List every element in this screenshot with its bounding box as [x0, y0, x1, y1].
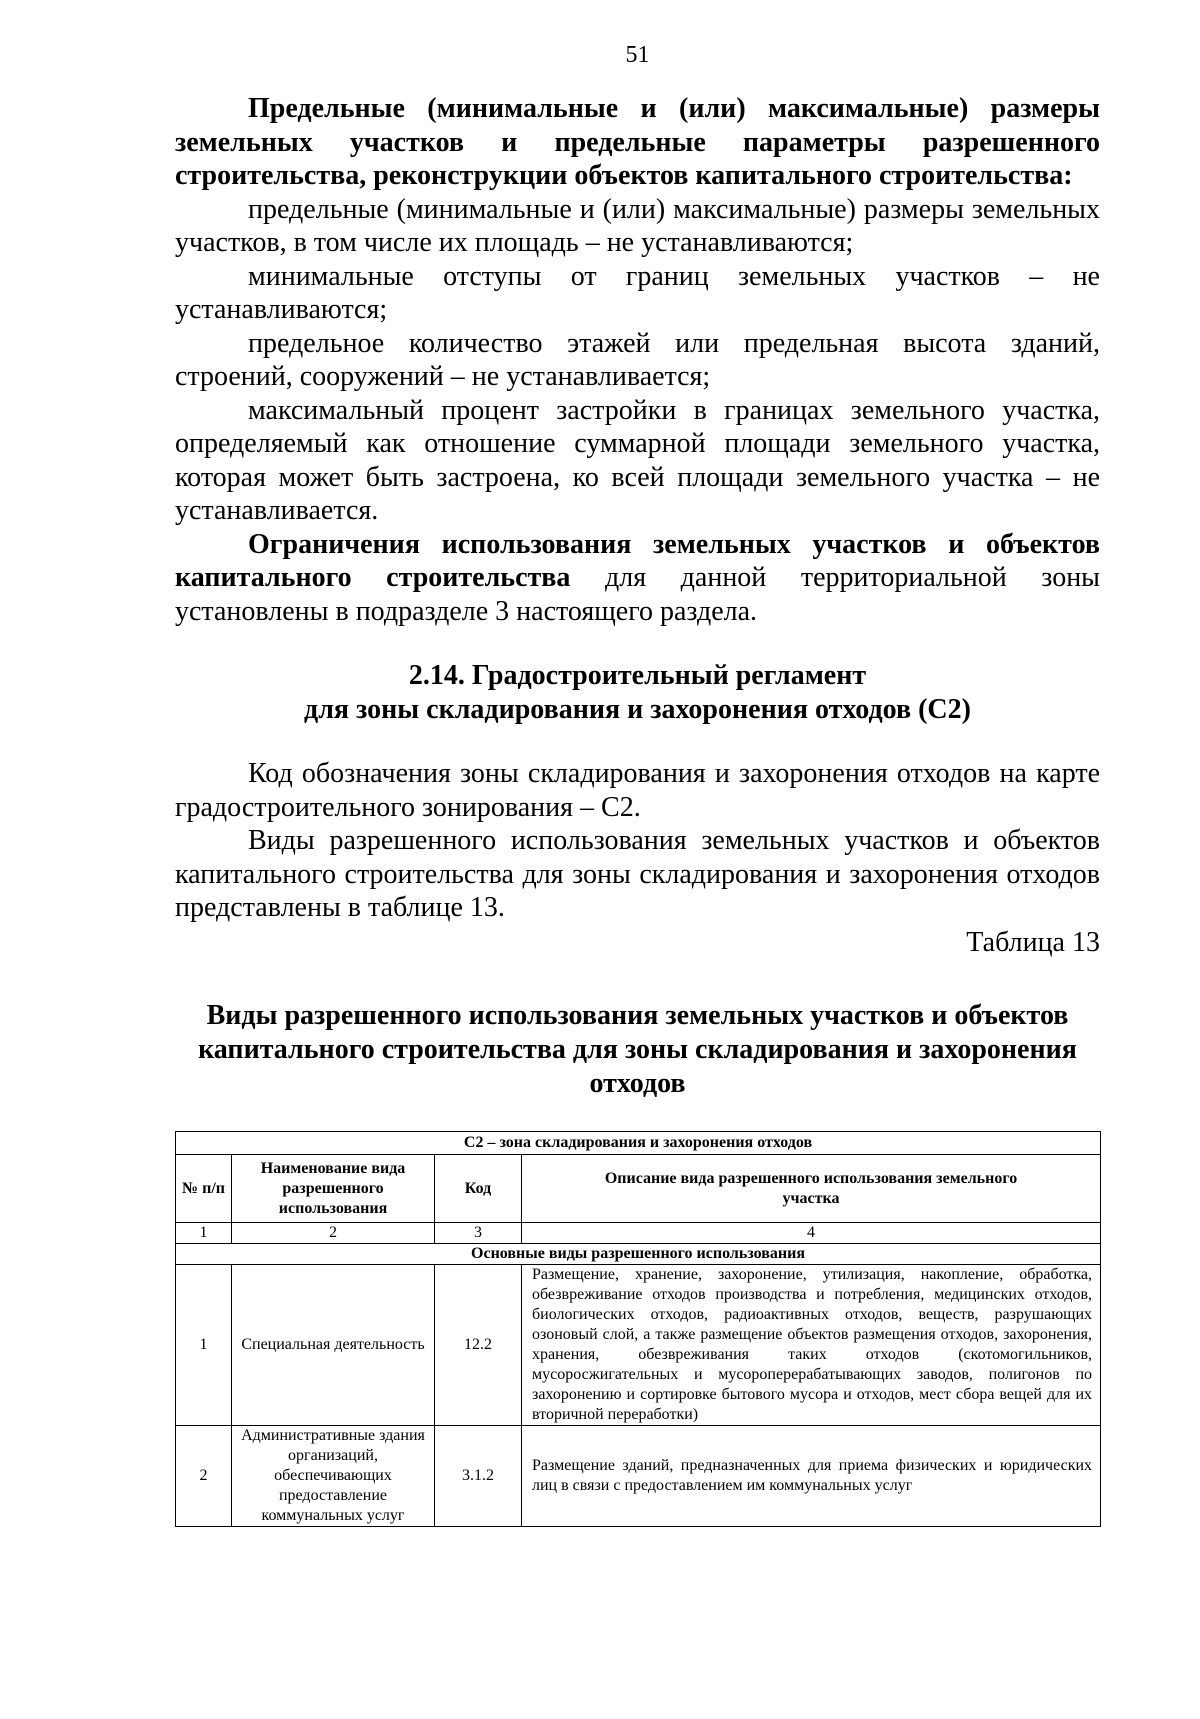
regulation-table [175, 1131, 1101, 1527]
header-code: Код [435, 1155, 522, 1223]
table-group-row [176, 1244, 1101, 1265]
header-num: № п/п [176, 1155, 232, 1223]
table-title-line: Виды разрешенного использования земельных участков и объектов [206, 1000, 1069, 1031]
table-title [175, 999, 1100, 1101]
col-number: 1 [176, 1223, 232, 1244]
section-heading [175, 659, 1100, 727]
row-name: Административные здания организаций, обеспечивающих предоставление коммунальных услуг [232, 1426, 435, 1527]
table-title-line: отходов [589, 1068, 686, 1099]
row-name: Специальная деятельность [232, 1265, 435, 1426]
section-title-line1: 2.14. Градостроительный регламент [408, 660, 867, 691]
section-para-types: Виды разрешенного использования земельных участков и объектов капитального строительства для зоны складирования и захоронения отходов представлены в таблице 13. [175, 825, 1100, 923]
header-name: Наименование вида разрешенного использования [232, 1155, 435, 1223]
table-colnum-row [176, 1223, 1101, 1244]
limits-item: максимальный процент застройки в границах земельного участка, определяемый как отношение суммарной площади земельного участка, которая может быть застроена, ко всей площади земельного участка – не устанавливается. [175, 394, 1100, 526]
col-number: 2 [232, 1223, 435, 1244]
row-num: 2 [176, 1426, 232, 1527]
table-zone-row [176, 1132, 1101, 1155]
restrictions-bold: Ограничения использования земельных участков и объектов капитального строительства [175, 528, 1100, 593]
section-title-line2: для зоны складирования и захоронения отходов (С2) [304, 694, 971, 725]
table-header-row [176, 1155, 1101, 1223]
restrictions-rest: для данной территориальной зоны установлены в подразделе 3 настоящего раздела. [175, 562, 1100, 627]
table-title-line: капитального строительства для зоны складирования и захоронения [198, 1034, 1077, 1065]
col-number: 3 [435, 1223, 522, 1244]
zone-header: С2 – зона складирования и захоронения отходов [176, 1132, 1101, 1155]
table-label: Таблица 13 [966, 926, 1100, 958]
row-code: 12.2 [435, 1265, 522, 1426]
restrictions-paragraph [175, 528, 1100, 629]
group-header: Основные виды разрешенного использования [176, 1244, 1101, 1265]
row-num: 1 [176, 1265, 232, 1426]
row-desc: Размещение зданий, предназначенных для приема физических и юридических лиц в связи с предоставлением им коммунальных услуг [522, 1426, 1101, 1527]
row-code: 3.1.2 [435, 1426, 522, 1527]
page-number: 51 [625, 42, 650, 68]
header-desc: Описание вида разрешенного использования земельного участка [522, 1155, 1101, 1223]
limits-item: предельные (минимальные и (или) максимальные) размеры земельных участков, в том числе их площадь – не устанавливаются; [175, 193, 1100, 258]
table-row [176, 1426, 1101, 1527]
col-number: 4 [522, 1223, 1101, 1244]
limits-item: минимальные отступы от границ земельных участков – не устанавливаются; [175, 260, 1100, 325]
limits-heading: Предельные (минимальные и (или) максимальные) размеры земельных участков и предельные параметры разрешенного строительства, реконструкции объектов капитального строительства: [175, 93, 1100, 191]
limits-item: предельное количество этажей или предельная высота зданий, строений, сооружений – не устанавливается; [175, 327, 1100, 392]
document-page [175, 40, 1100, 1527]
row-desc: Размещение, хранение, захоронение, утилизация, накопление, обработка, обезвреживание отходов производства и потребления, медицинских отходов, биологических отходов, радиоактивных отходов, веществ, разрушающих озоновый слой, а также размещение объектов размещения отходов, захоронения, хранения, обезвреживания таких отходов (скотомогильников, мусоросжигательных и мусороперерабатывающих заводов, полигонов по захоронению и сортировке бытового мусора и отходов, мест сбора вещей для их вторичной переработки) [522, 1265, 1101, 1426]
section-para-code: Код обозначения зоны складирования и захоронения отходов на карте градостроительного зонирования – С2. [175, 758, 1100, 823]
table-row [176, 1265, 1101, 1426]
